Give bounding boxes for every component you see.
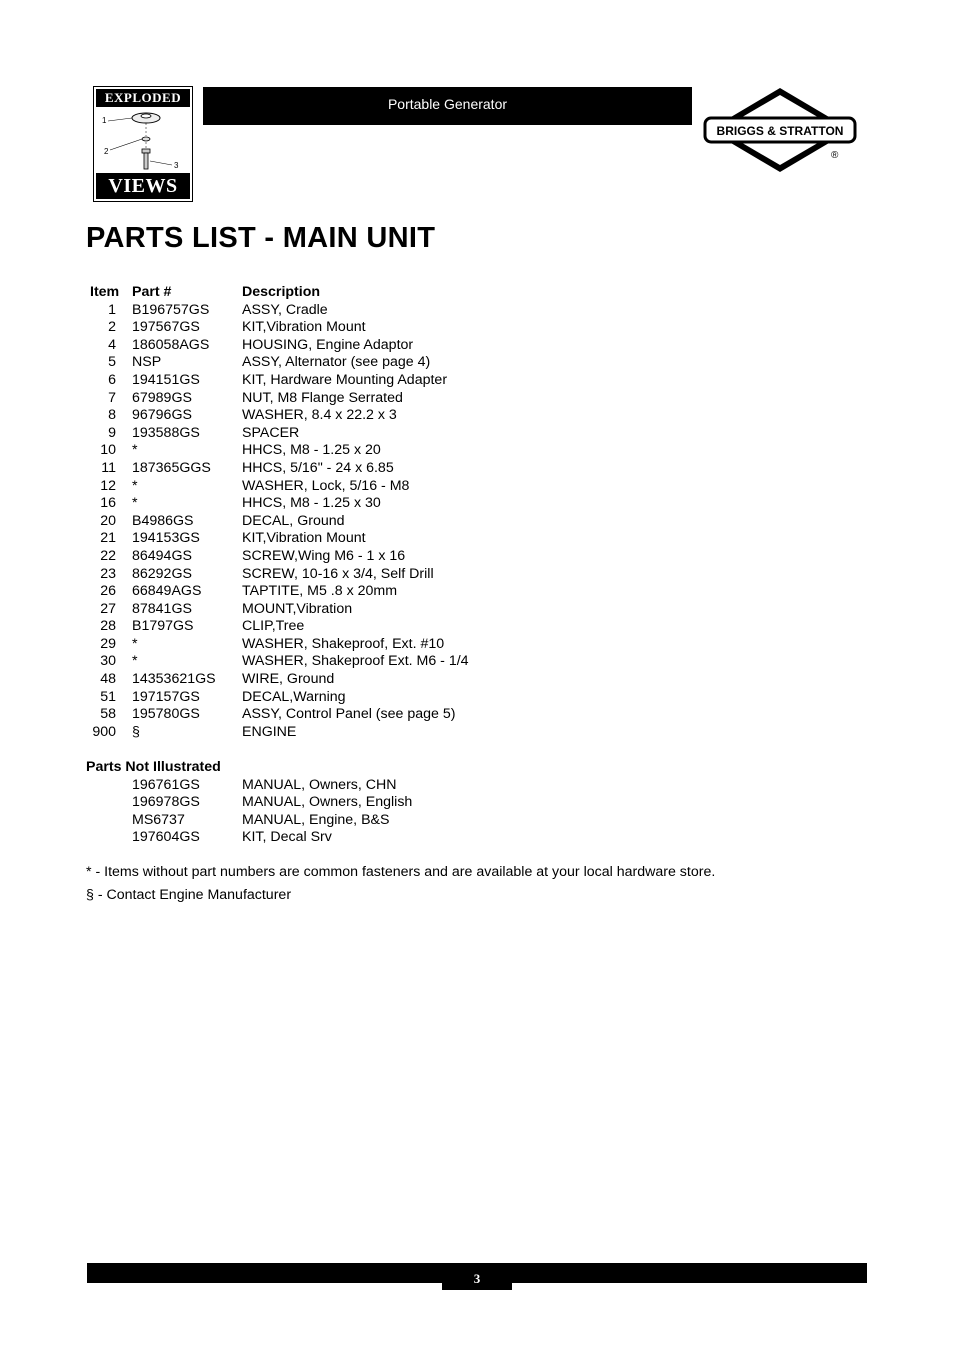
part-number: 196978GS xyxy=(132,794,200,811)
table-row xyxy=(86,459,394,478)
part-description: KIT,Vibration Mount xyxy=(242,530,366,547)
table-row xyxy=(86,794,413,812)
table-row xyxy=(86,319,366,337)
part-number: 194151GS xyxy=(132,371,200,388)
item-number: 2 xyxy=(108,319,116,336)
part-number: 14353621GS xyxy=(132,671,216,688)
not-illustrated-title: Parts Not Illustrated xyxy=(86,759,221,776)
item-number: 21 xyxy=(100,530,116,547)
part-description: WASHER, 8.4 x 22.2 x 3 xyxy=(242,407,397,424)
table-row xyxy=(86,530,366,548)
table-row xyxy=(86,354,431,372)
table-row xyxy=(86,688,346,707)
part-description: ASSY, Control Panel (see page 5) xyxy=(242,706,456,723)
briggs-stratton-logo xyxy=(703,86,858,174)
part-description: SCREW, 10-16 x 3/4, Self Drill xyxy=(242,565,434,582)
part-description: ENGINE xyxy=(242,723,297,740)
parts-list xyxy=(86,284,469,847)
part-description: HHCS, 5/16" - 24 x 6.85 xyxy=(242,459,394,476)
part-number: 194153GS xyxy=(132,530,200,547)
item-number: 22 xyxy=(100,547,116,564)
table-row xyxy=(86,547,406,566)
table-row xyxy=(86,477,410,496)
item-number: 1 xyxy=(108,301,116,318)
not-illustrated-rows xyxy=(86,776,413,847)
exploded-views-logo xyxy=(93,86,193,202)
part-description: NUT, M8 Flange Serrated xyxy=(242,389,403,406)
header-part: Part # xyxy=(132,284,172,300)
part-description: KIT, Decal Srv xyxy=(242,829,332,846)
item-number: 11 xyxy=(101,459,116,476)
part-number: B4986GS xyxy=(132,512,194,529)
header-description: Description xyxy=(242,284,321,300)
table-row xyxy=(86,829,332,847)
part-description: HHCS, M8 - 1.25 x 20 xyxy=(242,442,381,459)
exploded-label: EXPLODED xyxy=(96,89,190,107)
item-number: 6 xyxy=(108,371,116,388)
page-number: 3 xyxy=(442,1263,512,1290)
part-number: 86494GS xyxy=(132,547,192,564)
table-row xyxy=(86,301,328,320)
part-description: SCREW,Wing M6 - 1 x 16 xyxy=(242,547,406,564)
item-number: 9 xyxy=(108,424,116,441)
part-number: MS6737 xyxy=(132,811,185,828)
table-header xyxy=(86,284,321,302)
header-title-bar: Portable Generator xyxy=(203,87,692,125)
parts-rows xyxy=(86,301,469,742)
part-description: KIT, Hardware Mounting Adapter xyxy=(242,371,448,388)
part-description: DECAL, Ground xyxy=(242,512,345,529)
table-row xyxy=(86,389,403,408)
diagram-label-1: 1 xyxy=(102,116,107,125)
table-row xyxy=(86,618,305,636)
part-number: 67989GS xyxy=(132,389,192,406)
table-row xyxy=(86,336,414,355)
table-row xyxy=(86,635,445,654)
item-number: 5 xyxy=(108,354,116,371)
part-description: SPACER xyxy=(242,424,300,441)
brand-name: BRIGGS & STRATTON xyxy=(716,124,844,138)
item-number: 23 xyxy=(100,565,116,582)
page-title: PARTS LIST - MAIN UNIT xyxy=(86,222,436,254)
table-row xyxy=(86,776,397,795)
table-row xyxy=(86,706,456,724)
part-description: ASSY, Cradle xyxy=(242,301,328,318)
item-number: 48 xyxy=(100,671,116,688)
part-number: 96796GS xyxy=(132,407,192,424)
item-number: 20 xyxy=(100,512,116,529)
item-number: 4 xyxy=(108,336,116,353)
item-number: 30 xyxy=(100,653,116,670)
registered-mark: ® xyxy=(831,150,839,161)
table-row xyxy=(86,723,297,742)
part-number: 195780GS xyxy=(132,706,200,723)
table-row xyxy=(86,442,381,460)
part-number: * xyxy=(132,495,138,512)
views-label: VIEWS xyxy=(96,173,190,199)
footnote-fasteners: * - Items without part numbers are common fasteners and are available at your local hardware store. xyxy=(86,864,716,880)
part-number: 197157GS xyxy=(132,688,200,705)
part-description: WIRE, Ground xyxy=(242,671,335,688)
part-description: WASHER, Lock, 5/16 - M8 xyxy=(242,477,410,494)
exploded-diagram-icon xyxy=(98,109,188,171)
part-number: * xyxy=(132,442,138,459)
item-number: 58 xyxy=(100,706,116,723)
table-row xyxy=(86,583,398,601)
item-number: 12 xyxy=(100,477,116,494)
part-description: WASHER, Shakeproof Ext. M6 - 1/4 xyxy=(242,653,469,670)
part-number: * xyxy=(132,477,138,494)
item-number: 10 xyxy=(100,442,116,459)
part-description: CLIP,Tree xyxy=(242,618,305,635)
part-description: DECAL,Warning xyxy=(242,688,346,705)
part-number: 197567GS xyxy=(132,319,200,336)
part-number: * xyxy=(132,653,138,670)
part-number: 193588GS xyxy=(132,424,200,441)
part-number: 187365GGS xyxy=(132,459,211,476)
part-description: HOUSING, Engine Adaptor xyxy=(242,336,414,353)
item-number: 8 xyxy=(108,407,116,424)
part-description: MANUAL, Owners, CHN xyxy=(242,776,397,793)
diagram-label-3: 3 xyxy=(174,161,179,170)
part-description: WASHER, Shakeproof, Ext. #10 xyxy=(242,635,445,652)
table-row xyxy=(86,371,448,390)
part-number: 66849AGS xyxy=(132,583,202,600)
table-row xyxy=(86,495,381,513)
part-number: B1797GS xyxy=(132,618,194,635)
item-number: 7 xyxy=(108,389,116,406)
part-description: TAPTITE, M5 .8 x 20mm xyxy=(242,583,398,600)
table-row xyxy=(86,512,345,531)
header-item: Item xyxy=(90,284,120,300)
part-number: 86292GS xyxy=(132,565,192,582)
part-description: MOUNT,Vibration xyxy=(242,600,353,617)
item-number: 28 xyxy=(100,618,116,635)
table-row xyxy=(86,653,469,671)
part-description: MANUAL, Owners, English xyxy=(242,794,413,811)
part-description: ASSY, Alternator (see page 4) xyxy=(242,354,431,371)
table-row xyxy=(86,811,390,830)
table-row xyxy=(86,424,300,443)
part-number: § xyxy=(132,723,140,740)
part-description: KIT,Vibration Mount xyxy=(242,319,366,336)
item-number: 27 xyxy=(100,600,116,617)
part-number: 87841GS xyxy=(132,600,192,617)
part-number: 197604GS xyxy=(132,829,200,846)
item-number: 900 xyxy=(92,723,116,740)
item-number: 29 xyxy=(100,635,116,652)
part-number: NSP xyxy=(132,354,162,371)
part-number: B196757GS xyxy=(132,301,210,318)
item-number: 16 xyxy=(100,495,116,512)
table-row xyxy=(86,407,397,425)
table-row xyxy=(86,565,434,584)
diagram-label-2: 2 xyxy=(104,147,109,156)
part-description: HHCS, M8 - 1.25 x 30 xyxy=(242,495,381,512)
footnote-engine: § - Contact Engine Manufacturer xyxy=(86,887,292,903)
item-number: 26 xyxy=(100,583,116,600)
item-number: 51 xyxy=(100,688,116,705)
table-row xyxy=(86,671,335,689)
part-number: * xyxy=(132,635,138,652)
part-description: MANUAL, Engine, B&S xyxy=(242,811,390,828)
part-number: 186058AGS xyxy=(132,336,210,353)
part-number: 196761GS xyxy=(132,776,200,793)
table-row xyxy=(86,600,353,619)
